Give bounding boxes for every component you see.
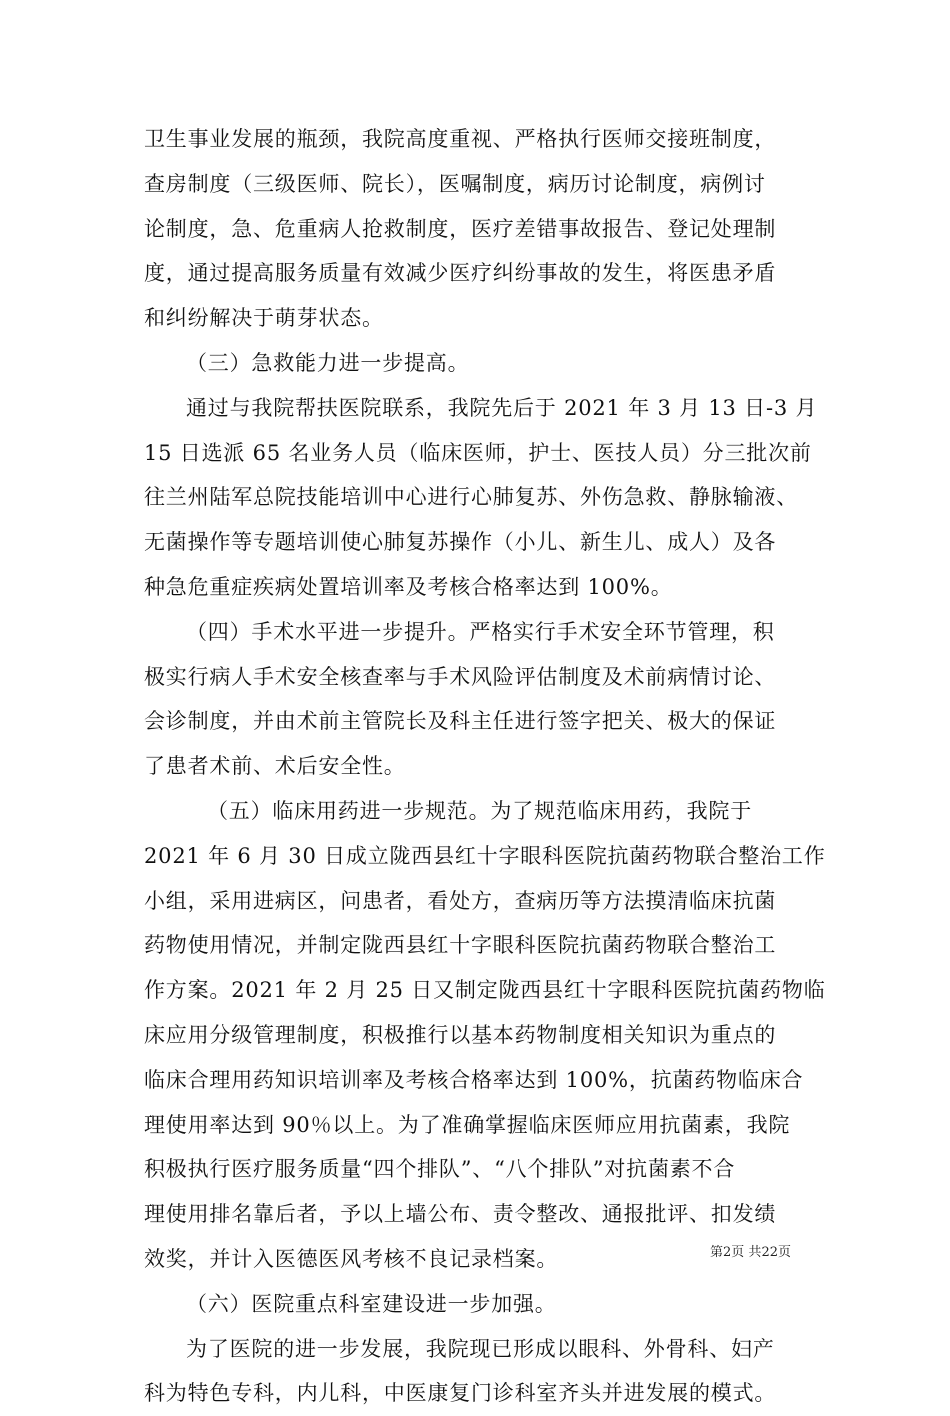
- page-mid: 页 共: [731, 1245, 762, 1260]
- text-line: 种急危重症疾病处置培训率及考核合格率达到 100%。: [144, 574, 673, 599]
- text-line: 15 日选派 65 名业务人员（临床医师，护士、医技人员）分三批次前: [144, 440, 812, 465]
- text-line: 积极执行医疗服务质量“四个排队”、“八个排队”对抗菌素不合: [144, 1157, 736, 1182]
- text-line: 通过与我院帮扶医院联系，我院先后于 2021 年 3 月 13 日-3 月: [186, 395, 818, 420]
- document-body: [144, 117, 826, 1416]
- section-heading-3: （三）急救能力进一步提高。: [186, 350, 470, 375]
- text-line: 2021 年 6 月 30 日成立陇西县红十字眼科医院抗菌药物联合整治工作: [144, 843, 826, 868]
- text-line: 小组，采用进病区，问患者，看处方，查病历等方法摸清临床抗菌: [144, 888, 777, 913]
- text-line: 无菌操作等专题培训使心肺复苏操作（小儿、新生儿、成人）及各: [144, 530, 777, 555]
- text-line: 作方案。2021 年 2 月 25 日又制定陇西县红十字眼科医院抗菌药物临: [144, 978, 826, 1003]
- text-line: 极实行病人手术安全核查率与手术风险评估制度及术前病情讨论、: [144, 664, 777, 689]
- text-line: 和纠纷解决于萌芽状态。: [144, 306, 384, 331]
- text-line: 药物使用情况，并制定陇西县红十字眼科医院抗菌药物联合整治工: [144, 933, 777, 958]
- text-line: 查房制度（三级医师、院长），医嘱制度，病历讨论制度，病例讨: [144, 171, 766, 196]
- page-label: 第: [710, 1245, 724, 1260]
- text-line: 了患者术前、术后安全性。: [144, 754, 406, 779]
- text-line: 卫生事业发展的瓶颈，我院高度重视、严格执行医师交接班制度，: [144, 127, 777, 151]
- text-line: 效奖，并计入医德医风考核不良记录档案。: [144, 1246, 559, 1271]
- text-line: 临床合理用药知识培训率及考核合格率达到 100%，抗菌药物临床合: [144, 1067, 804, 1092]
- text-line: 为了医院的进一步发展，我院现已形成以眼科、外骨科、妇产: [186, 1336, 775, 1361]
- section-heading-5: （五）临床用药进一步规范。为了规范临床用药，我院于: [207, 798, 752, 823]
- text-line: 会诊制度，并由术前主管院长及科主任进行签字把关、极大的保证: [144, 709, 777, 734]
- text-line: 理使用排名靠后者，予以上墙公布、责令整改、通报批评、扣发绩: [144, 1202, 777, 1227]
- text-line: 床应用分级管理制度，积极推行以基本药物制度相关知识为重点的: [144, 1022, 777, 1047]
- section-heading-4: （四）手术水平进一步提升。严格实行手术安全环节管理，积: [186, 619, 775, 644]
- text-line: 论制度，急、危重病人抢救制度，医疗差错事故报告、登记处理制: [144, 216, 777, 241]
- text-line: 往兰州陆军总院技能培训中心进行心肺复苏、外伤急救、静脉输液、: [144, 485, 798, 510]
- page-number-footer: [710, 1245, 791, 1261]
- text-line: 度，通过提高服务质量有效减少医疗纠纷事故的发生，将医患矛盾: [144, 261, 777, 286]
- page-total: 22: [761, 1245, 778, 1260]
- text-line: 理使用率达到 90％以上。为了准确掌握临床医师应用抗菌素，我院: [144, 1112, 791, 1137]
- section-heading-6: （六）医院重点科室建设进一步加强。: [186, 1291, 557, 1316]
- page-current: 2: [723, 1245, 732, 1260]
- text-line: 科为特色专科，内儿科，中医康复门诊科室齐头并进发展的模式。: [144, 1381, 777, 1406]
- page-suffix: 页: [777, 1245, 791, 1260]
